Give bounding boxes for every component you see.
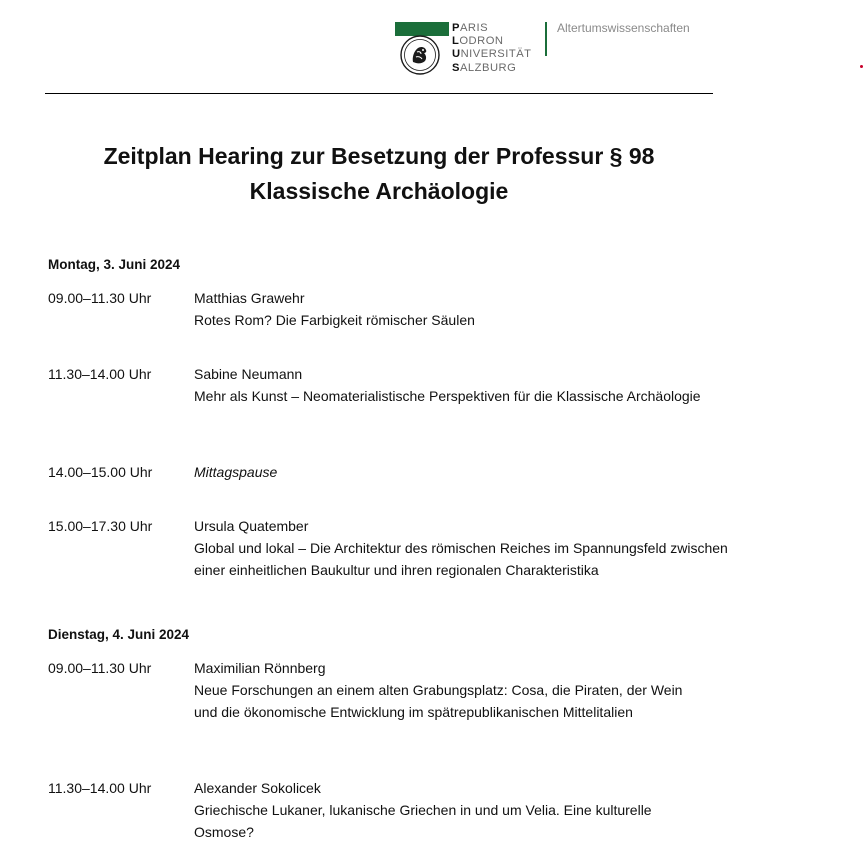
university-name-line-4: SALZBURG bbox=[452, 61, 517, 74]
entry-content bbox=[194, 657, 694, 723]
entry-content bbox=[194, 461, 714, 483]
university-seal-icon bbox=[400, 35, 440, 75]
logo-green-bar bbox=[395, 22, 449, 36]
entry-speaker: Sabine Neumann bbox=[194, 366, 303, 382]
header-divider bbox=[45, 93, 713, 94]
entry-content bbox=[194, 287, 714, 331]
entry-break-label: Mittagspause bbox=[194, 464, 278, 480]
title-line-2: Klassische Archäologie bbox=[249, 178, 509, 204]
entry-talk-title: Rotes Rom? Die Farbigkeit römischer Säulen bbox=[194, 312, 475, 328]
entry-talk-title: Mehr als Kunst – Neomaterialistische Perspektiven für die Klassische Archäologie bbox=[194, 388, 701, 404]
university-name-line-3: UNIVERSITÄT bbox=[452, 48, 532, 61]
entry-speaker: Matthias Grawehr bbox=[194, 290, 305, 306]
entry-talk-title: Global und lokal – Die Architektur des römischen Reiches im Spannungsfeld zwischen einer einheitlichen Baukultur und ihren regionalen Charakteristika bbox=[194, 540, 728, 578]
entry-content bbox=[194, 777, 694, 843]
department-name: Altertumswissenschaften bbox=[557, 21, 690, 35]
logo-divider bbox=[545, 22, 547, 56]
page-title bbox=[45, 139, 713, 209]
entry-content bbox=[194, 515, 734, 581]
university-name bbox=[452, 22, 531, 75]
title-line-1: Zeitplan Hearing zur Besetzung der Professur § 98 bbox=[103, 143, 655, 169]
entry-talk-title: Neue Forschungen an einem alten Grabungsplatz: Cosa, die Piraten, der Wein und die ökonomische Entwicklung im spätrepublikanischen Mittelitalien bbox=[194, 682, 683, 720]
entry-time: 09.00–11.30 Uhr bbox=[48, 660, 152, 676]
entry-time: 14.00–15.00 Uhr bbox=[48, 464, 153, 480]
entry-time: 09.00–11.30 Uhr bbox=[48, 290, 152, 306]
university-name-line-2: LODRON bbox=[452, 35, 504, 48]
entry-time: 11.30–14.00 Uhr bbox=[48, 780, 152, 796]
entry-content bbox=[194, 363, 714, 407]
entry-speaker: Ursula Quatember bbox=[194, 518, 309, 534]
entry-time: 15.00–17.30 Uhr bbox=[48, 518, 153, 534]
day-heading-tuesday: Dienstag, 4. Juni 2024 bbox=[48, 627, 190, 642]
university-logo bbox=[395, 22, 535, 78]
day-heading-monday: Montag, 3. Juni 2024 bbox=[48, 257, 181, 272]
corner-mark bbox=[860, 65, 863, 68]
entry-speaker: Alexander Sokolicek bbox=[194, 780, 321, 796]
university-name-line-1: PARIS bbox=[452, 22, 489, 34]
entry-time: 11.30–14.00 Uhr bbox=[48, 366, 152, 382]
entry-speaker: Maximilian Rönnberg bbox=[194, 660, 326, 676]
entry-talk-title: Griechische Lukaner, lukanische Griechen in und um Velia. Eine kulturelle Osmose? bbox=[194, 802, 652, 840]
